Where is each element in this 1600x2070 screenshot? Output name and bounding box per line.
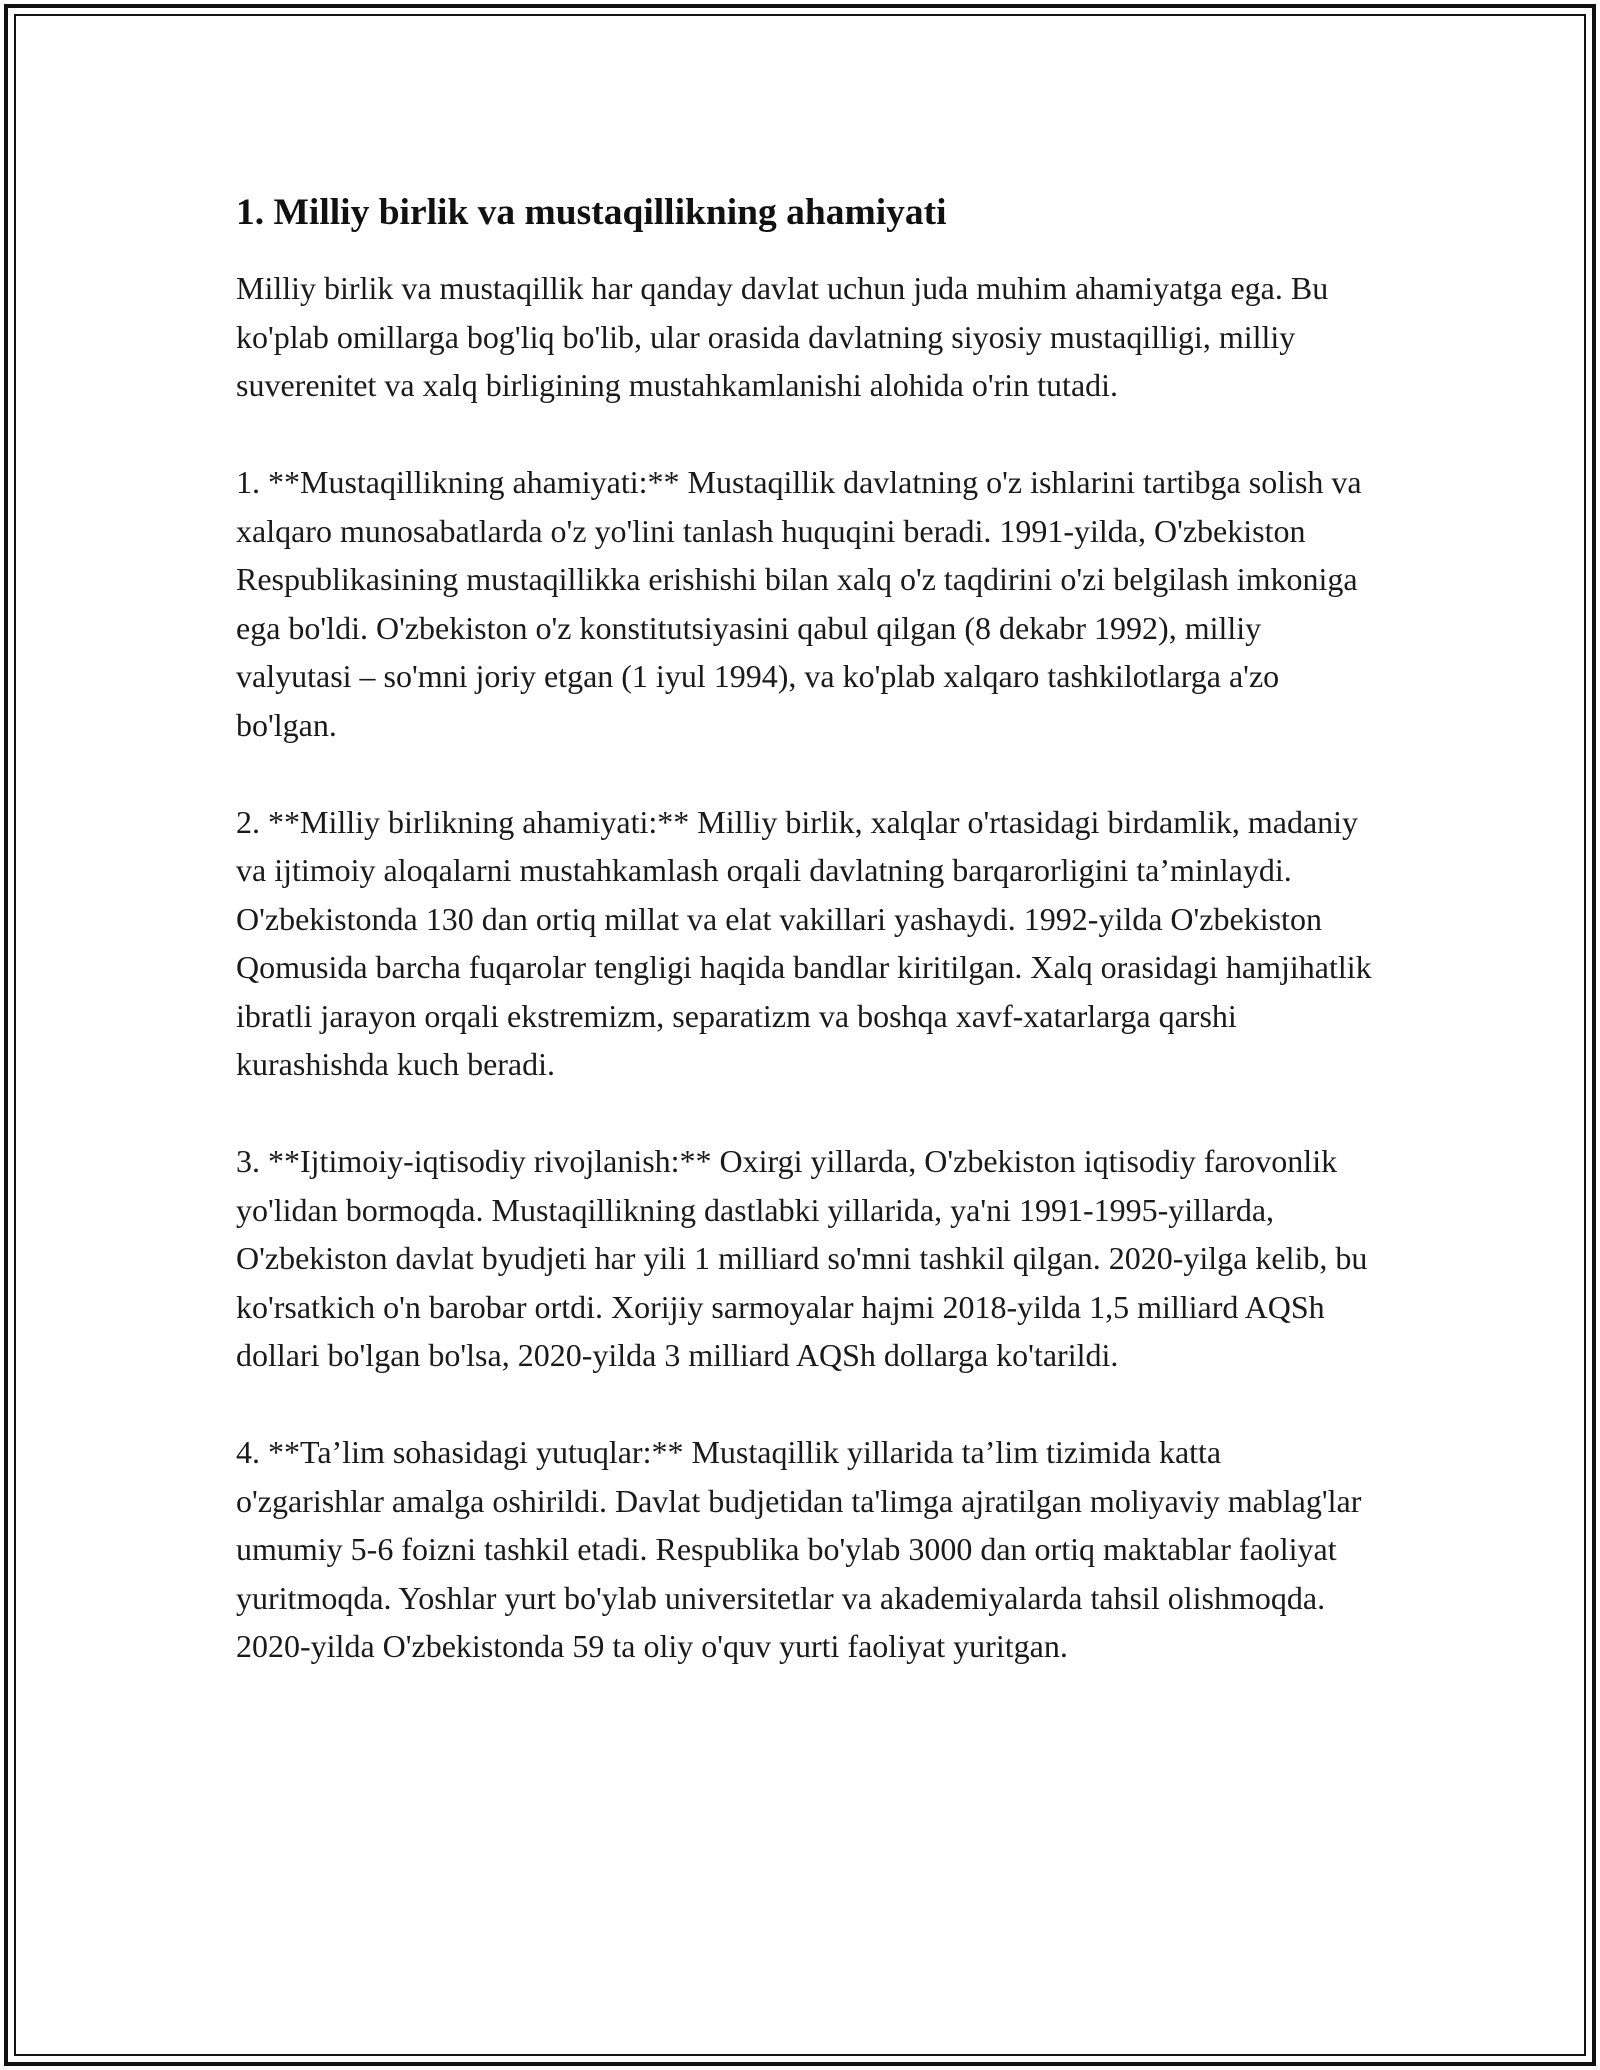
paragraph-national-unity: 2. **Milliy birlikning ahamiyati:** Milliy birlik, xalqlar o'rtasidagi birdamlik, madaniy va ijtimoiy aloqalarni mustahkamlash orqali davlatning barqarorligini ta’minlaydi. O'zbekistonda 130 dan ortiq millat va elat vakillari yashaydi. 1992-yilda O'zbekiston Qomusida barcha fuqarolar tengligi haqida bandlar kiritilgan. Xalq orasidagi hamjihatlik ibratli jarayon orqali ekstremizm, separatizm va boshqa xavf-xatarlarga qarshi kurashishda kuch beradi. — [236, 803, 1372, 1082]
intro-paragraph: Milliy birlik va mustaqillik har qanday davlat uchun juda muhim ahamiyatga ega. Bu ko'plab omillarga bog'liq bo'lib, ular orasida davlatning siyosiy mustaqilligi, milliy suverenitet va xalq birligining mustahkamlanishi alohida o'rin tutadi. — [236, 270, 1329, 403]
document-body — [236, 188, 1376, 1671]
paragraph-socio-economic: 3. **Ijtimoiy-iqtisodiy rivojlanish:** Oxirgi yillarda, O'zbekiston iqtisodiy farovonlik yo'lidan bormoqda. Mustaqillikning dastlabki yillarida, ya'ni 1991-1995-yillarda, O'zbekiston davlat byudjeti har yili 1 milliard so'mni tashkil qilgan. 2020-yilga kelib, bu ko'rsatkich o'n barobar ortdi. Xorijiy sarmoyalar hajmi 2018-yilda 1,5 milliard AQSh dollari bo'lgan bo'lsa, 2020-yilda 3 milliard AQSh dollarga ko'tarildi. — [236, 1143, 1368, 1373]
paragraph-independence: 1. **Mustaqillikning ahamiyati:** Mustaqillik davlatning o'z ishlarini tartibga solish va xalqaro munosabatlarda o'z yo'lini tanlash huquqini beradi. 1991-yilda, O'zbekiston Respublikasining mustaqillikka erishishi bilan xalq o'z taqdirini o'zi belgilash imkoniga ega bo'ldi. O'zbekiston o'z konstitutsiyasini qabul qilgan (8 dekabr 1992), milliy valyutasi – so'mni joriy etgan (1 iyul 1994), va ko'plab xalqaro tashkilotlarga a'zo bo'lgan. — [236, 464, 1362, 743]
section-heading: 1. Milliy birlik va mustaqillikning ahamiyati — [236, 192, 947, 233]
paragraph-education: 4. **Ta’lim sohasidagi yutuqlar:** Mustaqillik yillarida ta’lim tizimida katta o'zgarishlar amalga oshirildi. Davlat budjetidan ta'limga ajratilgan moliyaviy mablag'lar umumiy 5-6 foizni tashkil etadi. Respublika bo'ylab 3000 dan ortiq maktablar faoliyat yuritmoqda. Yoshlar yurt bo'ylab universitetlar va akademiyalarda tahsil olishmoqda. 2020-yilda O'zbekistonda 59 ta oliy o'quv yurti faoliyat yuritgan. — [236, 1434, 1362, 1664]
